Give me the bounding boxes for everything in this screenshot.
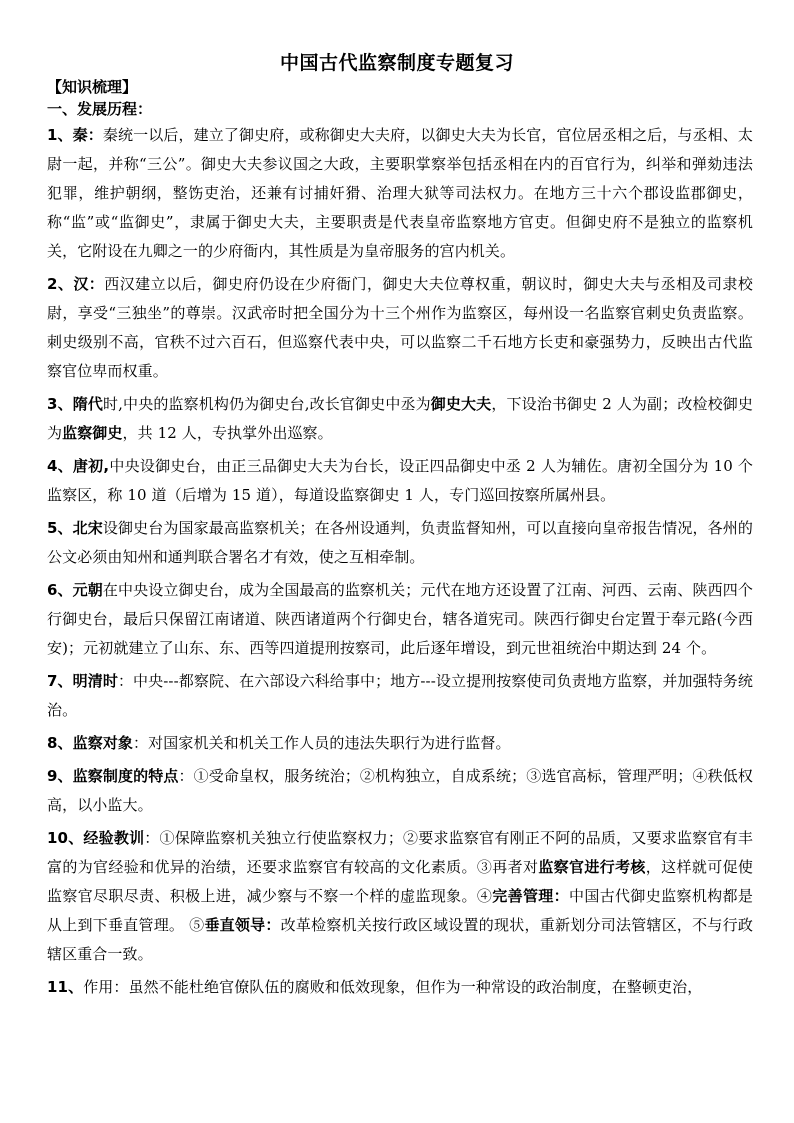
item-text: ：中央---都察院、在六部设六科给事中；地方---设立提刑按察使司负责地方监察，并加强特务统治。 bbox=[47, 672, 754, 719]
item-text: 改革检察机关按行政区域设置的现状，重新划分司法管辖区，不与行政辖区重合一致。 bbox=[47, 916, 753, 963]
item-key: 8、监察对象 bbox=[47, 734, 134, 752]
bold-term: 监察官进行考核 bbox=[538, 858, 646, 876]
list-item bbox=[47, 729, 753, 758]
item-text: 作用：虽然不能杜绝官僚队伍的腐败和低效现象，但作为一种常设的政治制度，在整顿吏治， bbox=[83, 978, 703, 996]
list-item bbox=[47, 452, 753, 510]
list-item bbox=[47, 390, 753, 448]
item-text: ，这样就可促使监察官尽职尽责、积极上进，减少察与不察一个样的虚监现象。④ bbox=[47, 858, 754, 905]
list-item bbox=[47, 270, 753, 386]
bold-term: 完善管理： bbox=[492, 887, 569, 905]
list-item bbox=[47, 514, 753, 572]
list-item bbox=[47, 576, 753, 663]
item-text: 中央设御史台，由正三品御史大夫为台长，设正四品御史中丞 2 人为辅佐。唐初全国分为 10 个监察区，称 10 道（后增为 15 道），每道设监察御史 1 人，专门巡回按察所属州县。 bbox=[47, 457, 754, 504]
item-key: 1、秦： bbox=[47, 126, 103, 144]
item-text: ：①受命皇权，服务统治；②机构独立，自成系统；③选官高标，管理严明；④秩低权高，以小监大。 bbox=[47, 767, 753, 814]
item-text: 中国古代御史监察机构都是从上到下垂直管理。 ⑤ bbox=[47, 887, 753, 934]
section-label: 【知识梳理】 bbox=[47, 78, 138, 96]
item-key: 11、 bbox=[47, 978, 84, 996]
item-text: ：①保障监察机关独立行使监察权力；②要求监察官有刚正不阿的品质，又要求监察官有丰富的为官经验和优异的治绩，还要求监察官有较高的文化素质。③再者对 bbox=[47, 829, 753, 876]
item-text: 设御史台为国家最高监察机关；在各州设通判，负责监督知州，可以直接向皇帝报告情况，各州的公文必须由知州和通判联合署名才有效，使之互相牵制。 bbox=[47, 519, 753, 566]
list-item bbox=[47, 762, 753, 820]
list-item bbox=[47, 121, 753, 266]
item-key: 2、汉： bbox=[47, 275, 105, 293]
list-item bbox=[47, 973, 753, 1002]
document-title: 中国古代监察制度专题复习 bbox=[279, 52, 514, 74]
item-key: 5、北宋 bbox=[47, 519, 103, 537]
item-text: ，下设治书御史 2 人为副；改检校御史为 bbox=[47, 395, 753, 442]
item-text: 时,中央的监察机构仍为御史台,改长官御史中丞为 bbox=[103, 395, 431, 413]
document-body bbox=[47, 121, 753, 1006]
item-text: ：对国家机关和机关工作人员的违法失职行为进行监督。 bbox=[133, 734, 511, 752]
bold-term: 御史大夫 bbox=[430, 395, 492, 413]
list-item bbox=[47, 824, 753, 969]
item-key: 9、监察制度的特点 bbox=[47, 767, 179, 785]
item-key: 10、经验教训 bbox=[47, 829, 145, 847]
item-key: 7、明清时 bbox=[47, 672, 118, 690]
item-text: 西汉建立以后，御史府仍设在少府衙门，御史大夫位尊权重，朝议时，御史大夫与丞相及司隶校尉，享受“三独坐”的尊崇。汉武帝时把全国分为十三个州作为监察区，每州设一名监察官刺史负责监察。刺史级别不高，官秩不过六百石，但巡察代表中央，可以监察二千石地方长吏和豪强势力，反映出古代监察官位卑而权重。 bbox=[47, 275, 753, 380]
item-text: 秦统一以后，建立了御史府，或称御史大夫府，以御史大夫为长官，官位居丞相之后，与丞相、太尉一起，并称“三公”。御史大夫参议国之大政，主要职掌察举包括丞相在内的百官行为，纠举和弹劾违法犯罪，维护朝纲，整饬吏治，还兼有讨捕奸猾、治理大狱等司法权力。在地方三十六个郡设监郡御史，称“监”或“监御史”，隶属于御史大夫，主要职责是代表皇帝监察地方官吏。但御史府不是独立的监察机关，它附设在九卿之一的少府衙内，其性质是为皇帝服务的宫内机关。 bbox=[47, 126, 753, 260]
item-text: 在中央设立御史台，成为全国最高的监察机关；元代在地方还设置了江南、河西、云南、陕西四个行御史台，最后只保留江南诸道、陕西诸道两个行御史台，辖各道宪司。陕西行御史台定置于奉元路(今西安)；元初就建立了山东、东、西等四道提刑按察司，此后逐年增设，到元世祖统治中期达到 24 个。 bbox=[47, 581, 753, 657]
item-text: ，共 12 人，专执掌外出巡察。 bbox=[122, 424, 333, 442]
item-key: 4、唐初, bbox=[47, 457, 110, 475]
subsection-heading: 一、发展历程： bbox=[47, 100, 153, 118]
item-key: 6、元朝 bbox=[47, 581, 103, 599]
bold-term: 监察御史 bbox=[62, 424, 123, 442]
list-item bbox=[47, 667, 753, 725]
bold-term: 垂直领导： bbox=[204, 916, 281, 934]
item-key: 3、隋代 bbox=[47, 395, 103, 413]
